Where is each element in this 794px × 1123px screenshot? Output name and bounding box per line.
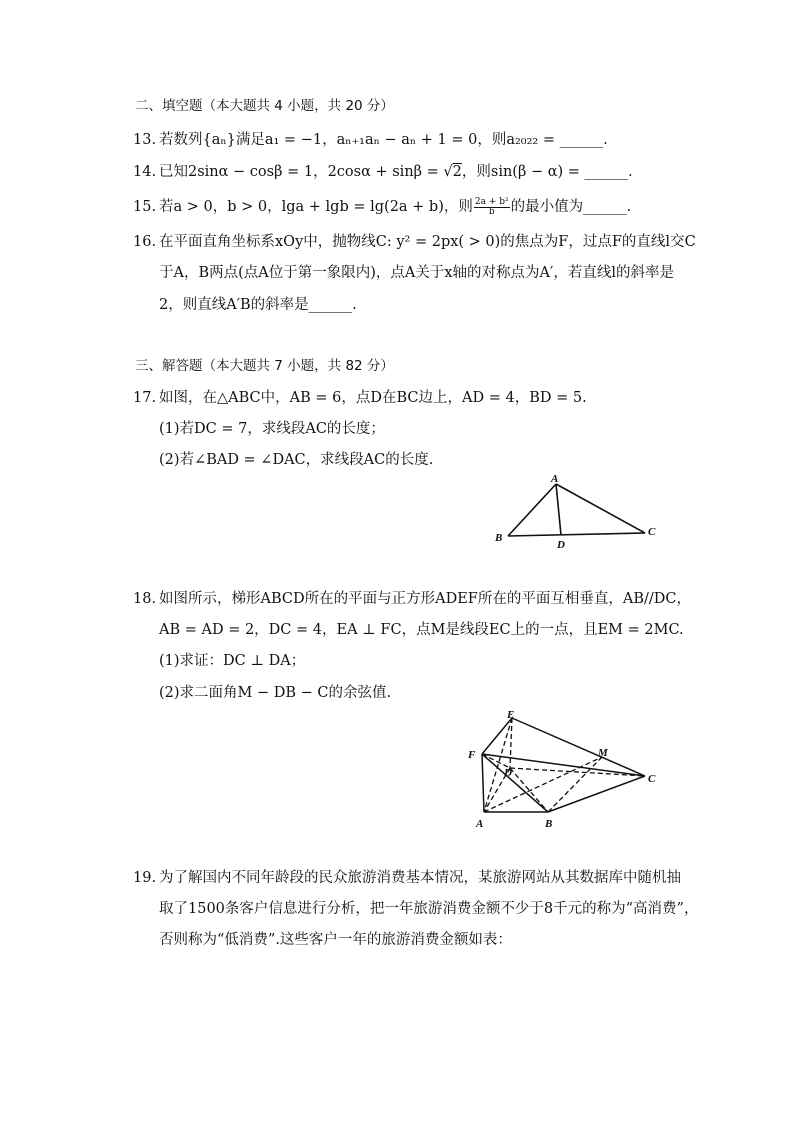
label-a: A — [476, 818, 484, 830]
question-text-a: 已知2sinα − cosβ = 1，2cosα + sinβ = √ — [159, 164, 453, 180]
question-19-line-1 — [133, 868, 681, 888]
question-18-part-1: (1)求证：DC ⊥ DA； — [159, 653, 306, 669]
question-18-line-1 — [133, 589, 691, 609]
question-text: 如图，在△ABC中，AB = 6，点D在BC边上，AD = 4，BD = 5. — [159, 390, 587, 406]
question-16-line-2: 于A，B两点(点A位于第一象限内)，点A关于x轴的对称点为A′，若直线l的斜率是 — [159, 265, 674, 281]
question-text-b: 的最小值为______. — [510, 199, 632, 215]
edge-fa — [482, 754, 484, 812]
question-number: 13. — [133, 132, 157, 148]
segment-bc — [508, 533, 645, 536]
question-number: 14. — [133, 164, 157, 180]
question-text: 如图所示，梯形ABCD所在的平面与正方形ADEF所在的平面互相垂直，AB//DC， — [159, 591, 691, 607]
segment-ab — [508, 484, 556, 536]
edge-ed — [510, 718, 512, 768]
triangle-figure — [488, 474, 668, 554]
label-b: B — [545, 818, 553, 830]
edge-bc — [548, 776, 645, 812]
question-18-part-2: (2)求二面角M − DB − C的余弦值. — [159, 685, 392, 701]
edge-fb — [482, 754, 548, 812]
label-m: M — [598, 747, 608, 759]
question-text: 为了解国内不同年龄段的民众旅游消费基本情况，某旅游网站从其数据库中随机抽 — [159, 870, 681, 886]
edge-dc — [510, 768, 645, 776]
fraction — [474, 198, 510, 217]
question-16-line-3: 2，则直线A′B的斜率是______. — [159, 297, 357, 313]
edge-fe — [482, 718, 512, 754]
question-text-b: ，则sin(β − α) = ______. — [461, 164, 633, 180]
label-a: A — [551, 474, 559, 485]
question-17-part-2: (2)若∠BAD = ∠DAC，求线段AC的长度. — [159, 452, 434, 468]
label-c: C — [648, 526, 656, 538]
question-15 — [133, 197, 631, 217]
question-14 — [133, 162, 633, 182]
question-number: 18. — [133, 591, 157, 607]
fraction-numerator: 2a + b² — [474, 196, 509, 207]
label-b: B — [495, 532, 503, 544]
segment-ad — [556, 484, 561, 535]
sqrt-radicand: 2 — [452, 164, 462, 180]
edge-ea — [484, 718, 512, 812]
section-2-title: 二、填空题（本大题共 4 小题，共 20 分） — [135, 98, 394, 114]
question-17-line-1 — [133, 388, 587, 408]
question-19-line-2: 取了1500条客户信息进行分析，把一年旅游消费金额不少于8千元的称为“高消费”， — [159, 901, 699, 917]
edge-db — [510, 768, 548, 812]
fraction-denominator: b — [488, 206, 495, 217]
label-d: D — [504, 767, 512, 779]
solid-figure — [462, 706, 672, 836]
question-16-line-1 — [133, 232, 696, 252]
question-number: 15. — [133, 199, 157, 215]
edge-mb — [548, 757, 602, 812]
segment-ac — [556, 484, 645, 533]
label-d: D — [557, 539, 565, 551]
question-text-a: 若a > 0，b > 0，lga + lgb = lg(2a + b)，则 — [159, 199, 473, 215]
question-number: 19. — [133, 870, 157, 886]
question-19-line-3: 否则称为“低消费”.这些客户一年的旅游消费金额如表： — [159, 932, 512, 948]
question-13 — [133, 130, 608, 150]
question-text: 若数列{aₙ}满足a₁ = −1，aₙ₊₁aₙ − aₙ + 1 = 0，则a₂₀₂₂ = ______. — [159, 132, 608, 148]
edge-am — [484, 757, 602, 812]
question-18-line-2: AB = AD = 2，DC = 4，EA ⊥ FC，点M是线段EC上的一点，且EM = 2MC. — [159, 622, 684, 638]
question-text: 在平面直角坐标系xOy中，抛物线C: y² = 2px( > 0)的焦点为F，过点F的直线l交C — [159, 234, 696, 250]
label-f: F — [468, 749, 476, 761]
question-number: 16. — [133, 234, 157, 250]
section-3-title: 三、解答题（本大题共 7 小题，共 82 分） — [135, 358, 394, 374]
label-c: C — [648, 773, 656, 785]
label-e: E — [507, 709, 515, 721]
question-17-part-1: (1)若DC = 7，求线段AC的长度； — [159, 421, 385, 437]
question-number: 17. — [133, 390, 157, 406]
